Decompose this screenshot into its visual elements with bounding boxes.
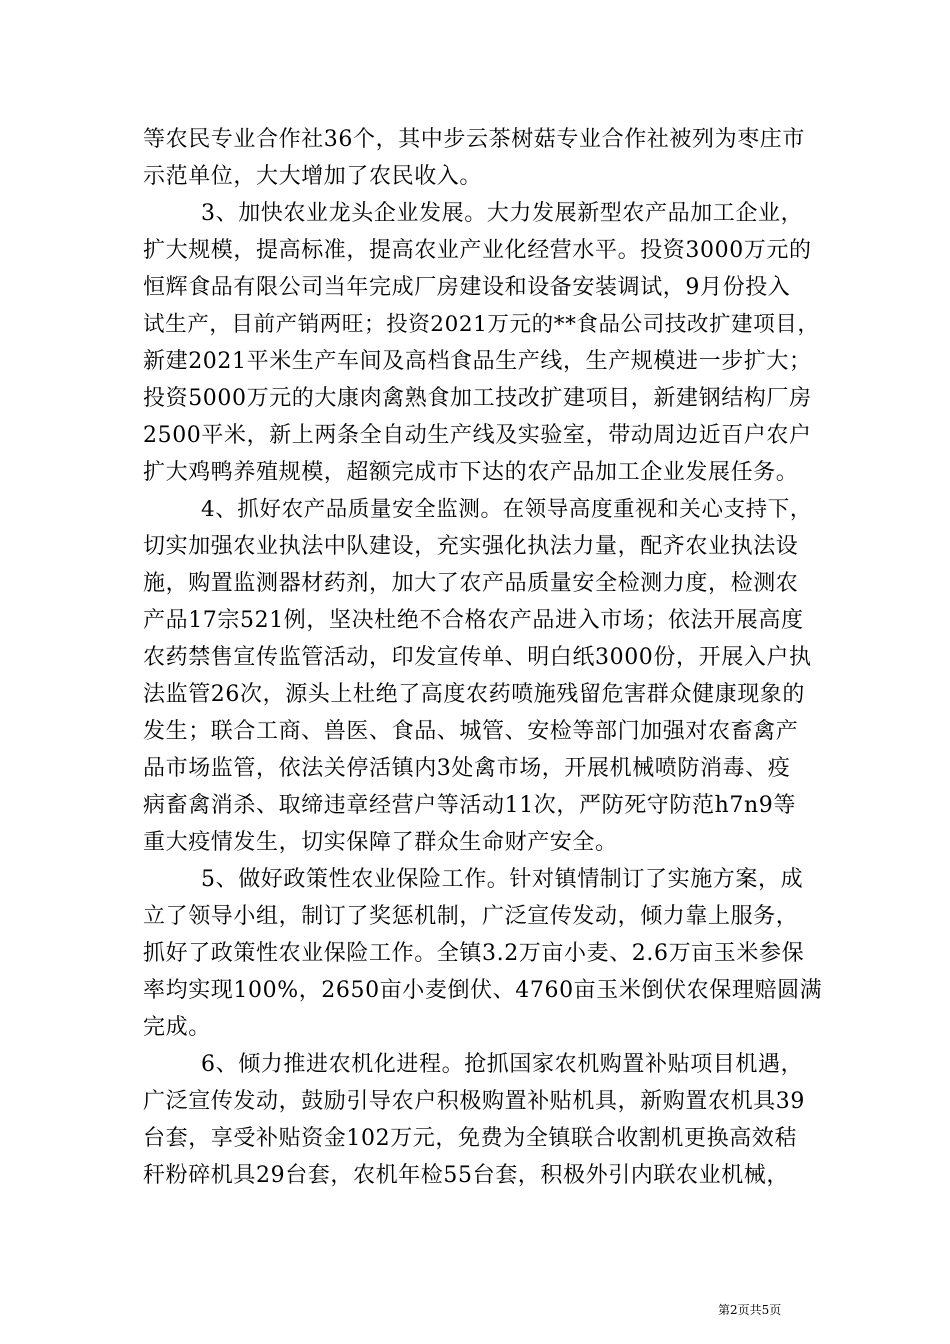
page-number: 第2页共5页 <box>718 1303 782 1317</box>
paragraph-line: 农药禁售宣传监管活动，印发宣传单、明白纸3000份，开展入户执 <box>143 645 812 670</box>
paragraph-line: 台套，享受补贴资金102万元，免费为全镇联合收割机更换高效秸 <box>143 1126 797 1151</box>
paragraph-line: 完成。 <box>143 1015 211 1040</box>
paragraph-line: 示范单位，大大增加了农民收入。 <box>143 164 483 189</box>
paragraph-line: 6、倾力推进农机化进程。抢抓国家农机购置补贴项目机遇， <box>201 1052 804 1077</box>
paragraph-line: 投资5000万元的大康肉禽熟食加工技改扩建项目，新建钢结构厂房 <box>143 386 812 411</box>
paragraph-line: 抓好了政策性农业保险工作。全镇3.2万亩小麦、2.6万亩玉米参保 <box>143 941 805 966</box>
paragraph-line: 发生；联合工商、兽医、食品、城管、安检等部门加强对农畜禽产 <box>143 719 799 744</box>
paragraph-line: 施，购置监测器材药剂，加大了农产品质量安全检测力度，检测农 <box>143 571 799 596</box>
paragraph-line: 2500平米，新上两条全自动生产线及实验室，带动周边近百户农户 <box>143 423 812 448</box>
paragraph-line: 等农民专业合作社36个，其中步云茶树菇专业合作社被列为枣庄市 <box>143 127 805 152</box>
paragraph-line: 秆粉碎机具29台套，农机年检55台套，积极外引内联农业机械， <box>143 1163 789 1188</box>
paragraph-line: 试生产，目前产销两旺；投资2021万元的**食品公司技改扩建项目， <box>143 312 820 337</box>
paragraph-line: 扩大鸡鸭养殖规模，超额完成市下达的农产品加工企业发展任务。 <box>143 460 799 485</box>
paragraph-line: 新建2021平米生产车间及高档食品生产线，生产规模进一步扩大； <box>143 349 812 374</box>
paragraph-line: 法监管26次，源头上杜绝了高度农药喷施残留危害群众健康现象的 <box>143 682 805 707</box>
paragraph-line: 恒辉食品有限公司当年完成厂房建设和设备安装调试，9月份投入 <box>143 275 791 300</box>
paragraph-line: 扩大规模，提高标准，提高农业产业化经营水平。投资3000万元的 <box>143 238 812 263</box>
paragraph-line: 重大疫情发生，切实保障了群众生命财产安全。 <box>143 830 618 855</box>
paragraph-line: 3、加快农业龙头企业发展。大力发展新型农产品加工企业， <box>201 201 804 226</box>
paragraph-line: 产品17宗521例，坚决杜绝不合格农产品进入市场；依法开展高度 <box>143 608 804 633</box>
paragraph-line: 病畜禽消杀、取缔违章经营户等活动11次，严防死守防范h7n9等 <box>143 793 796 818</box>
paragraph-line: 立了领导小组，制订了奖惩机制，广泛宣传发动，倾力靠上服务， <box>143 904 799 929</box>
paragraph-line: 4、抓好农产品质量安全监测。在领导高度重视和关心支持下， <box>201 497 812 522</box>
paragraph-line: 率均实现100%，2650亩小麦倒伏、4760亩玉米倒伏农保理赔圆满 <box>143 978 823 1003</box>
paragraph-line: 品市场监管，依法关停活镇内3处禽市场，开展机械喷防消毒、疫 <box>143 756 791 781</box>
paragraph-line: 广泛宣传发动，鼓励引导农户积极购置补贴机具，新购置农机具39 <box>143 1089 805 1114</box>
paragraph-line: 切实加强农业执法中队建设，充实强化执法力量，配齐农业执法设 <box>143 534 799 559</box>
paragraph-line: 5、做好政策性农业保险工作。针对镇情制订了实施方案，成 <box>201 867 804 892</box>
